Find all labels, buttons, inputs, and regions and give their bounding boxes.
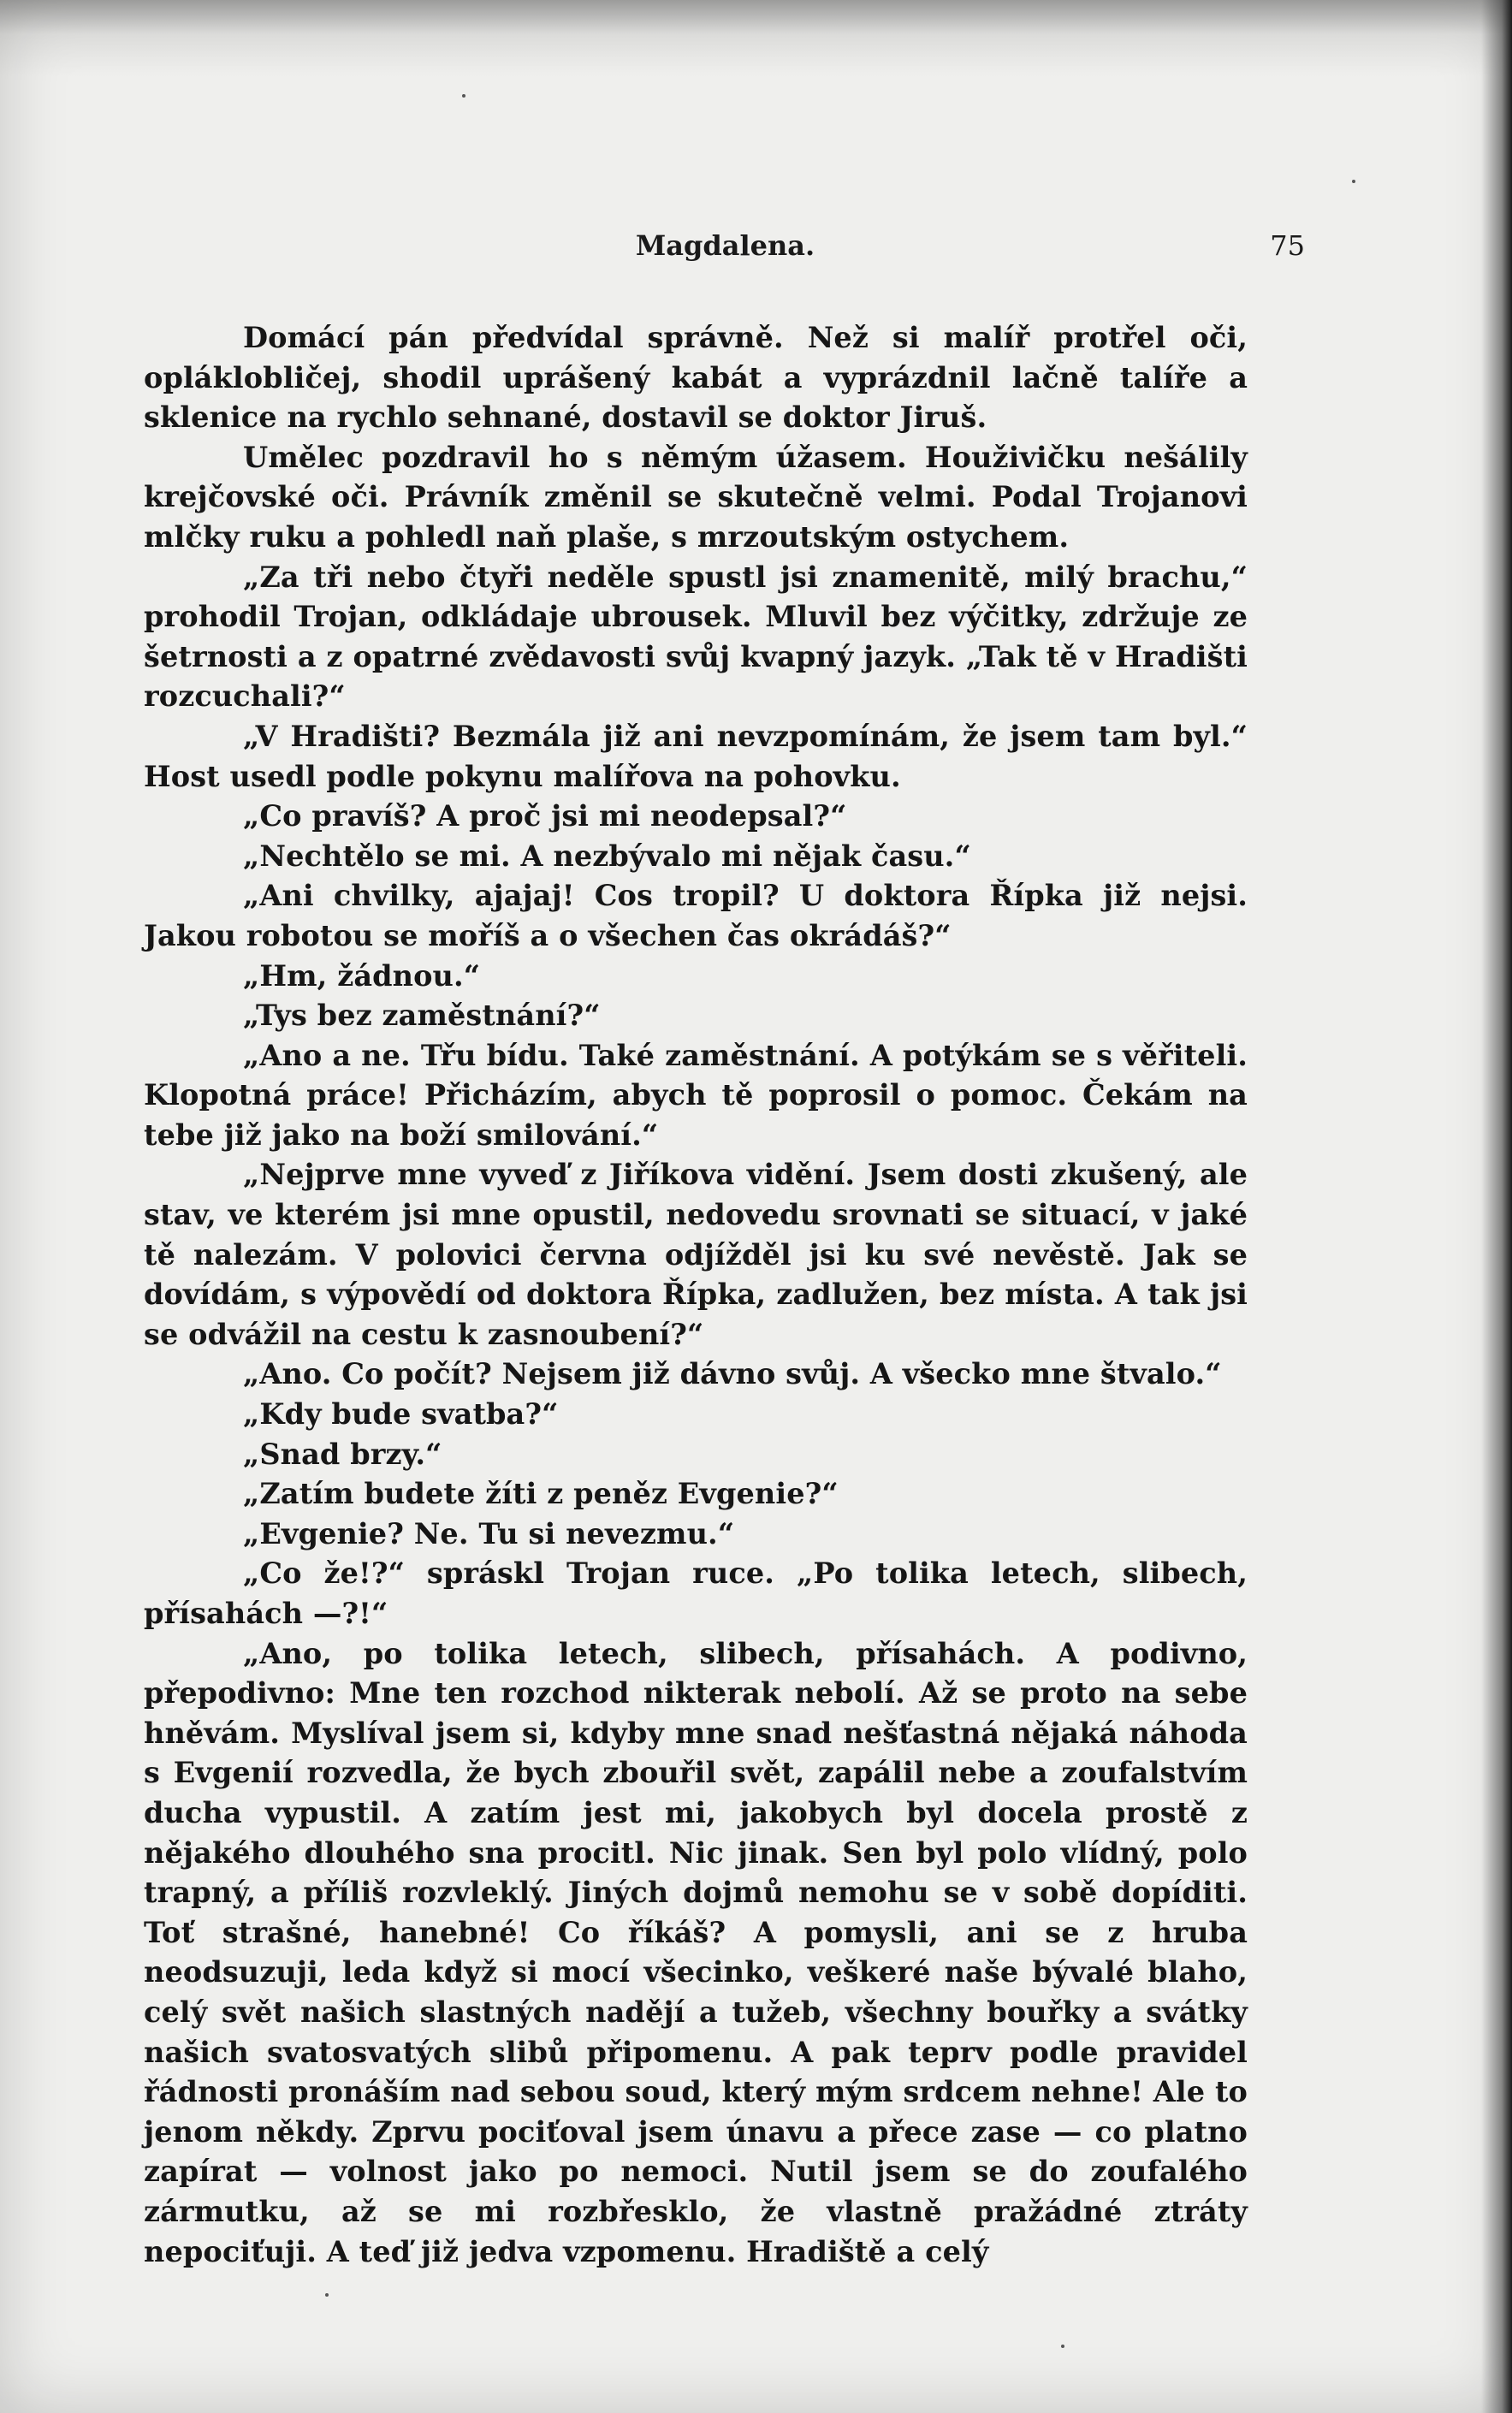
paragraph: „Zatím budete žíti z peněz Evgenie?“ — [243, 1477, 839, 1511]
scan-top-shadow — [0, 0, 1512, 77]
scan-speck — [1061, 2345, 1064, 2348]
running-title: Magdalena. — [635, 229, 815, 262]
paragraph: „Kdy bude svatba?“ — [243, 1397, 559, 1432]
paragraph: „V Hradišti? Bezmála již ani nevzpomínám, že jsem tam byl.“ Host usedl podle pokynu malířova na pohovku. — [144, 719, 1248, 793]
paragraph: „Ano a ne. Třu bídu. Také zaměstnání. A potýkám se s věřiteli. Klopotná práce! Přicházím, abych tě poprosil o pomoc. Čekám na tebe již jako na boží smilování.“ — [144, 1038, 1248, 1152]
paragraph: „Za tři nebo čtyři neděle spustl jsi znamenitě, milý brachu,“ prohodil Trojan, odkládaje ubrousek. Mluvil bez výčitky, zdržuje ze šetrnosti a z opatrné zvědavosti svůj kvapný jazyk. „Tak tě v Hradišti rozcuchali?“ — [144, 560, 1248, 714]
paragraph: Umělec pozdravil ho s němým úžasem. Houživičku nešálily krejčovské oči. Právník změnil se skutečně velmi. Podal Trojanovi mlčky ruku a pohledl naň plaše, s mrzoutským ostychem. — [144, 440, 1248, 554]
scan-speck — [325, 2293, 329, 2297]
paragraph: „Snad brzy.“ — [243, 1437, 442, 1471]
paragraph: „Hm, žádnou.“ — [243, 958, 481, 993]
page-number: 75 — [1270, 229, 1305, 262]
paragraph: „Co že!?“ spráskl Trojan ruce. „Po tolika letech, slibech, přísahách —?!“ — [144, 1556, 1248, 1630]
paragraph: „Ano, po tolika letech, slibech, přísahách. A podivno, přepodivno: Mne ten rozchod nikterak nebolí. Až se proto na sebe hněvám. Myslíval jsem si, kdyby mne snad nešťastná nějaká náhoda s Evgenií rozvedla, že bych zbouřil svět, zapálil nebe a zoufalstvím ducha vypustil. A zatím jest mi, jakobych byl docela prostě z nějakého dlouhého sna procitl. Nic jinak. Sen byl polo vlídný, polo trapný, a příliš rozvleklý. Jiných dojmů nemohu se v sobě dopíditi. Toť strašné, hanebné! Co říkáš? A pomysli, ani se z hruba neodsuzuji, leda když si mocí všecinko, veškeré naše bývalé blaho, celý svět našich slastných nadějí a tužeb, všechny bouřky a svátky našich svatosvatých slibů připomenu. A pak teprv podle pravidel řádnosti pronáším nad sebou soud, který mým srdcem nehne! Ale to jenom někdy. Zprvu pociťoval jsem únavu a přece zase — co platno zapírat — volnost jako po nemoci. Nutil jsem se do zoufalého zármutku, až se mi rozbřesklo, že vlastně pražádné ztráty nepociťuji. A teď již jedva vzpomenu. Hradiště a celý — [144, 1636, 1248, 2268]
paragraph: „Evgenie? Ne. Tu si nevezmu.“ — [243, 1516, 735, 1550]
paragraph: Domácí pán předvídal správně. Než si malíř protřel oči, opláklobličej, shodil uprášený kabát a vyprázdnil lačně talíře a sklenice na rychlo sehnané, dostavil se doktor Jiruš. — [144, 321, 1248, 435]
paragraph: „Ano. Co počít? Nejsem již dávno svůj. A všecko mne štvalo.“ — [243, 1357, 1222, 1391]
page-header — [145, 229, 1305, 281]
paragraph: „Tys bez zaměstnání?“ — [243, 999, 601, 1033]
scan-speck — [462, 94, 465, 98]
paragraph: „Nejprve mne vyveď z Jiříkova vidění. Jsem dosti zkušený, ale stav, ve kterém jsi mne opustil, nedovedu srovnati se situací, v jaké tě nalezám. V polovici června odjížděl jsi ku své nevěstě. Jak se dovídám, s výpovědí od doktora Řípka, zadlužen, bez místa. A tak jsi se odvážil na cestu k zasnoubení?“ — [144, 1158, 1248, 1351]
paragraph: „Nechtělo se mi. A nezbývalo mi nějak času.“ — [243, 839, 971, 873]
body-text — [144, 318, 1248, 2272]
paragraph: „Ani chvilky, ajajaj! Cos tropil? U doktora Řípka již nejsi. Jakou robotou se moříš a o všechen čas okrádáš?“ — [144, 879, 1248, 952]
scan-right-edge — [1481, 0, 1512, 2413]
paragraph: „Co pravíš? A proč jsi mi neodepsal?“ — [243, 799, 847, 833]
scan-speck — [1352, 180, 1355, 183]
